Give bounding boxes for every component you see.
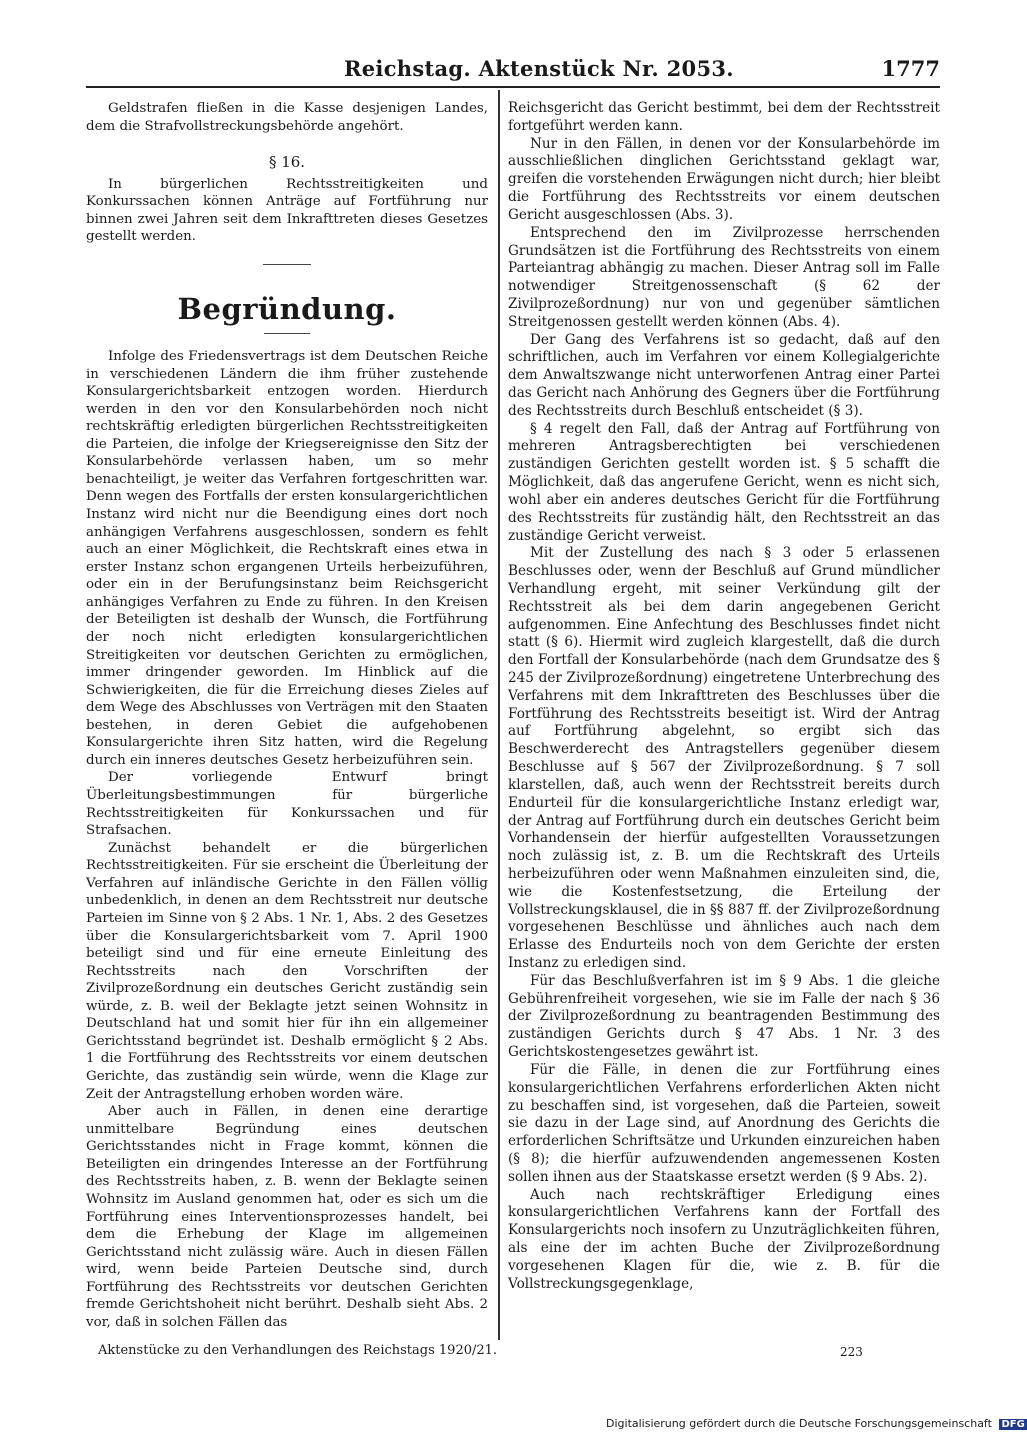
section-divider	[263, 264, 311, 265]
paragraph: § 4 regelt den Fall, daß der Antrag auf Fortführung von mehreren Antragsberechtigten bei verschiedenen zuständigen Gerichten gestellt worden ist. § 5 schafft die Möglichkeit, daß das angerufene Gericht, wenn es nicht sich, wohl aber ein anderes deutsches Gericht für die Fortführung des Rechtsstreits für zuständig hält, den Rechtsstreit an das zuständige Gericht verweist.	[508, 420, 940, 544]
paragraph: Der Gang des Verfahrens ist so gedacht, daß auf den schriftlichen, auch im Verfahren vor einem Kollegialgerichte dem Anwaltszwange nicht unterworfenen Antrag einer Partei das Gericht nach Anhörung des Gegners über die Fortführung des Rechtsstreits durch Beschluß entscheidet (§ 3).	[508, 331, 940, 419]
heading-underline	[264, 333, 310, 334]
paragraph: Nur in den Fällen, in denen vor der Konsularbehörde im ausschließlichen dinglichen Gerichtsstand geklagt war, greifen die vorstehenden Erwägungen nicht durch; hier bleibt die Fortführung des Rechtsstreits vor einem deutschen Gericht ausgeschlossen (Abs. 3).	[508, 135, 940, 223]
credit-text: Digitalisierung gefördert durch die Deutsche Forschungsgemeinschaft	[606, 1417, 992, 1430]
section-16-mark: § 16.	[268, 153, 306, 172]
paragraph: Der vorliegende Entwurf bringt Überleitungsbestimmungen für bürgerliche Rechtsstreitigkeiten für Konkurssachen und für Strafsachen.	[86, 770, 488, 839]
digitization-credit	[606, 1417, 1027, 1430]
column-divider	[498, 90, 500, 1340]
paragraph: Auch nach rechtskräftiger Erledigung eines konsulargerichtlichen Verfahrens kann der Fortfall des Konsulargerichts noch insofern zu Unzuträglichkeiten führen, als eine der im achten Buche der Zivilprozeßordnung vorgesehenen Klagen für die, wie z. B. für die Vollstreckungsgegenklage,	[508, 1186, 940, 1292]
section-16-text: In bürgerlichen Rechtsstreitigkeiten und Konkurssachen können Anträge auf Fortführung nur binnen zwei Jahren seit dem Inkrafttreten dieses Gesetzes gestellt werden.	[86, 176, 488, 245]
paragraph: Aber auch in Fällen, in denen eine derartige unmittelbare Begründung eines deutschen Gerichtsstandes nicht in Frage kommt, können die Beteiligten ein dringendes Interesse an der Fortführung des Rechtsstreits haben, z. B. wenn der Beklagte seinen Wohnsitz im Ausland genommen hat, oder es sich um die Fortführung eines Interventionsprozesses handelt, bei dem die Erhebung der Klage im allgemeinen Gerichtsstand nicht zulässig wäre. Auch in diesen Fällen wird, wenn beide Parteien Deutsche sind, durch Fortführung des Rechtsstreits vor deutschen Gerichten fremde Gerichtshoheit nicht berührt. Deshalb sieht Abs. 2 vor, daß in solchen Fällen das	[86, 1104, 488, 1330]
paragraph: Zunächst behandelt er die bürgerlichen Rechtsstreitigkeiten. Für sie erscheint die Überleitung der Verfahren auf inländische Gerichte in den Fällen völlig unbedenklich, in denen an dem Rechtsstreit nur deutsche Parteien im Sinne von § 2 Abs. 1 Nr. 1, Abs. 2 des Gesetzes über die Konsulargerichtsbarkeit vom 7. April 1900 beteiligt sind und für eine erneute Einleitung des Rechtsstreits nach den Vorschriften der Zivilprozeßordnung ein deutsches Gericht zuständig sein würde, z. B. weil der Beklagte jetzt seinen Wohnsitz in Deutschland hat und somit hier für ihn ein allgemeiner Gerichtsstand begründet ist. Deshalb ermöglicht § 2 Abs. 1 die Fortführung des Rechtsstreits vor einem deutschen Gerichte, das zuständig sein würde, wenn die Klage zur Zeit der Antragstellung erhoben worden wäre.	[86, 840, 488, 1102]
page-title: Reichstag. Aktenstück Nr. 2053.	[344, 56, 734, 81]
dfg-logo-icon: DFG	[1001, 1418, 1025, 1430]
paragraph: Infolge des Friedensvertrags ist dem Deutschen Reiche in verschiedenen Ländern die ihm früher zustehende Konsulargerichtsbarkeit entzogen worden. Hierdurch werden in den vor den Konsularbehörden noch nicht rechtskräftig erledigten bürgerlichen Rechtsstreitigkeiten die Parteien, die infolge der Kriegsereignisse den Sitz der Konsularbehörde verlassen haben, um so mehr benachteiligt, je weiter das Verfahren fortgeschritten war. Denn wegen des Fortfalls der ersten konsulargerichtlichen Instanz wird nicht nur die Beendigung eines dort noch anhängigen Verfahrens ausgeschlossen, sondern es fehlt auch an einer Möglichkeit, die Rechtskraft eines etwa in erster Instanz schon ergangenen Urteils herbeizuführen, oder ein in der Berufungsinstanz beim Reichsgericht anhängiges Verfahren zu Ende zu führen. In den Kreisen der Beteiligten ist deshalb der Wunsch, die Fortführung der noch nicht erledigten konsulargerichtlichen Streitigkeiten vor deutschen Gerichten zu ermöglichen, immer dringender geworden. Im Hinblick auf die Schwierigkeiten, die für die Erreichung dieses Zieles auf dem Wege des Abschlusses von Verträgen mit den Staaten bestehen, in deren Gebiet die aufgehobenen Konsulargerichte ihren Sitz hatten, wird die Regelung durch ein inneres deutsches Gesetz herbeizuführen sein.	[86, 348, 488, 768]
signature-mark: 223	[840, 1345, 863, 1359]
paragraph: Reichsgericht das Gericht bestimmt, bei dem der Rechtsstreit fortgeführt werden kann.	[508, 100, 940, 134]
paragraph: Für das Beschlußverfahren ist im § 9 Abs. 1 die gleiche Gebührenfreiheit vorgesehen, wie sie im Falle der nach § 36 der Zivilprozeßordnung zu beantragenden Bestimmung des zuständigen Gerichts durch § 47 Abs. 1 Nr. 3 des Gerichtskostengesetzes gewährt ist.	[508, 972, 940, 1061]
right-column	[508, 100, 940, 1293]
page-header	[86, 56, 940, 86]
intro-paragraph: Geldstrafen fließen in die Kasse desjenigen Landes, dem die Strafvollstreckungsbehörde angehört.	[86, 101, 488, 134]
left-column	[86, 100, 488, 1331]
section-heading: Begründung.	[177, 291, 397, 326]
paragraph: Entsprechend den im Zivilprozesse herrschenden Grundsätzen ist die Fortführung des Rechtsstreits von einem Parteiantrag abhängig zu machen. Dieser Antrag soll im Falle notwendiger Streitgenossenschaft (§ 62 der Zivilprozeßordnung) nur von und gegenüber sämtlichen Streitgenossen gestellt werden können (Abs. 4).	[508, 224, 940, 330]
page-number: 1777	[881, 56, 940, 81]
footer-text: Aktenstücke zu den Verhandlungen des Reichstags 1920/21.	[98, 1343, 498, 1358]
paragraph: Mit der Zustellung des nach § 3 oder 5 erlassenen Beschlusses oder, wenn der Beschluß auf Grund mündlicher Verhandlung ergeht, mit seiner Verkündung gilt der Rechtsstreit als bei dem darin angegebenen Gericht aufgenommen. Eine Anfechtung des Beschlusses findet nicht statt (§ 6). Hiermit wird zugleich klargestellt, daß die durch den Fortfall der Konsularbehörde (nach dem Grundsatze des § 245 der Zivilprozeßordnung) eingetretene Unterbrechung des Verfahrens mit dem Inkrafttreten des Beschlusses über die Fortführung des Rechtsstreits beseitigt ist. Wird der Antrag auf Fortführung abgelehnt, so ergibt sich das Beschwerderecht des Antragstellers gegenüber diesem Beschlusse auf § 567 der Zivilprozeßordnung. § 7 soll klarstellen, daß, auch wenn der Rechtsstreit bereits durch Endurteil für die konsulargerichtliche Instanz erledigt war, der Antrag auf Fortführung durch ein deutsches Gericht beim Vorhandensein der hierfür aufgestellten Voraussetzungen noch zulässig ist, z. B. um die Rechtskraft des Urteils herbeizuführen oder wenn Maßnahmen einzuleiten sind, die, wie die Kostenfestsetzung, die Erteilung der Vollstreckungsklausel, die in §§ 887 ff. der Zivilprozeßordnung vorgesehenen Beschlüsse und ähnliches auch nach dem Erlasse des Endurteils noch von dem Gerichte der ersten Instanz zu erledigen sind.	[508, 545, 940, 971]
header-rule	[86, 86, 940, 88]
paragraph: Für die Fälle, in denen die zur Fortführung eines konsulargerichtlichen Verfahrens erforderlichen Akten nicht zu beschaffen sind, ist vorgesehen, daß die Parteien, soweit sie dazu in der Lage sind, auf Anordnung des Gerichts die erforderlichen Schriftsätze und Urkunden einzureichen haben (§ 8); die hierfür aufzuwendenden angemessenen Kosten sollen ihnen aus der Staatskasse ersetzt werden (§ 9 Abs. 2).	[508, 1061, 940, 1185]
